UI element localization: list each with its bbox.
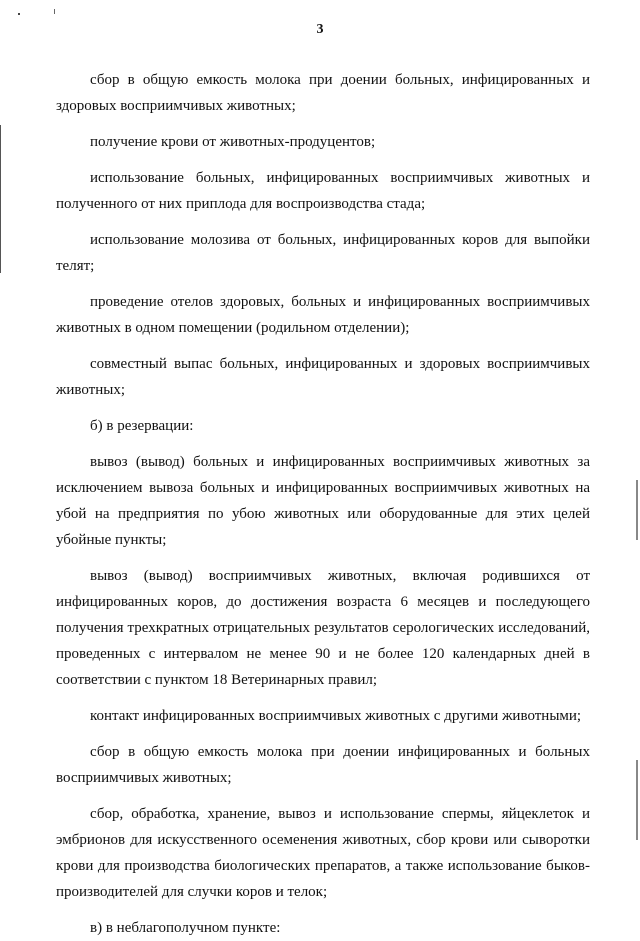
paragraph: вывоз (вывод) восприимчивых животных, включая родившихся от инфицированных коров, до достижения возраста 6 месяцев и последующего получения трехкратных отрицательных результатов серологических исследований, проведенных с интервалом не менее 90 и не более 120 календарных дней в соответствии с пунктом 18 Ветеринарных правил; [56, 568, 590, 688]
scan-edge-left [0, 125, 1, 273]
paragraph: проведение отелов здоровых, больных и инфицированных восприимчивых животных в одном помещении (родильном отделении); [56, 294, 590, 336]
scan-mark [18, 13, 20, 15]
body-text [56, 67, 590, 941]
paragraph: контакт инфицированных восприимчивых животных с другими животными; [90, 708, 582, 724]
paragraph: получение крови от животных-продуцентов; [90, 134, 376, 150]
paragraph: сбор в общую емкость молока при доении больных, инфицированных и здоровых восприимчивых животных; [56, 72, 590, 114]
page-number: 3 [316, 22, 324, 37]
paragraph: б) в резервации: [90, 418, 194, 434]
paragraph: вывоз (вывод) больных и инфицированных восприимчивых животных за исключением вывоза больных и инфицированных восприимчивых животных на убой на предприятия по убою животных или оборудованные для этих целей убойные пункты; [56, 454, 590, 548]
paragraph: в) в неблагополучном пункте: [90, 920, 281, 936]
scan-edge-right [636, 480, 638, 540]
paragraph: совместный выпас больных, инфицированных и здоровых восприимчивых животных; [56, 356, 590, 398]
paragraph: использование молозива от больных, инфицированных коров для выпойки телят; [56, 232, 590, 274]
paragraph: сбор в общую емкость молока при доении инфицированных и больных восприимчивых животных; [56, 744, 590, 786]
scan-mark [54, 9, 55, 14]
scan-edge-right [636, 760, 638, 840]
paragraph: сбор, обработка, хранение, вывоз и использование спермы, яйцеклеток и эмбрионов для искусственного осеменения животных, сбор крови или сыворотки крови для производства биологических препаратов, а также использование быков-производителей для случки коров и телок; [56, 806, 590, 900]
paragraph: использование больных, инфицированных восприимчивых животных и полученного от них приплода для воспроизводства стада; [56, 170, 590, 212]
